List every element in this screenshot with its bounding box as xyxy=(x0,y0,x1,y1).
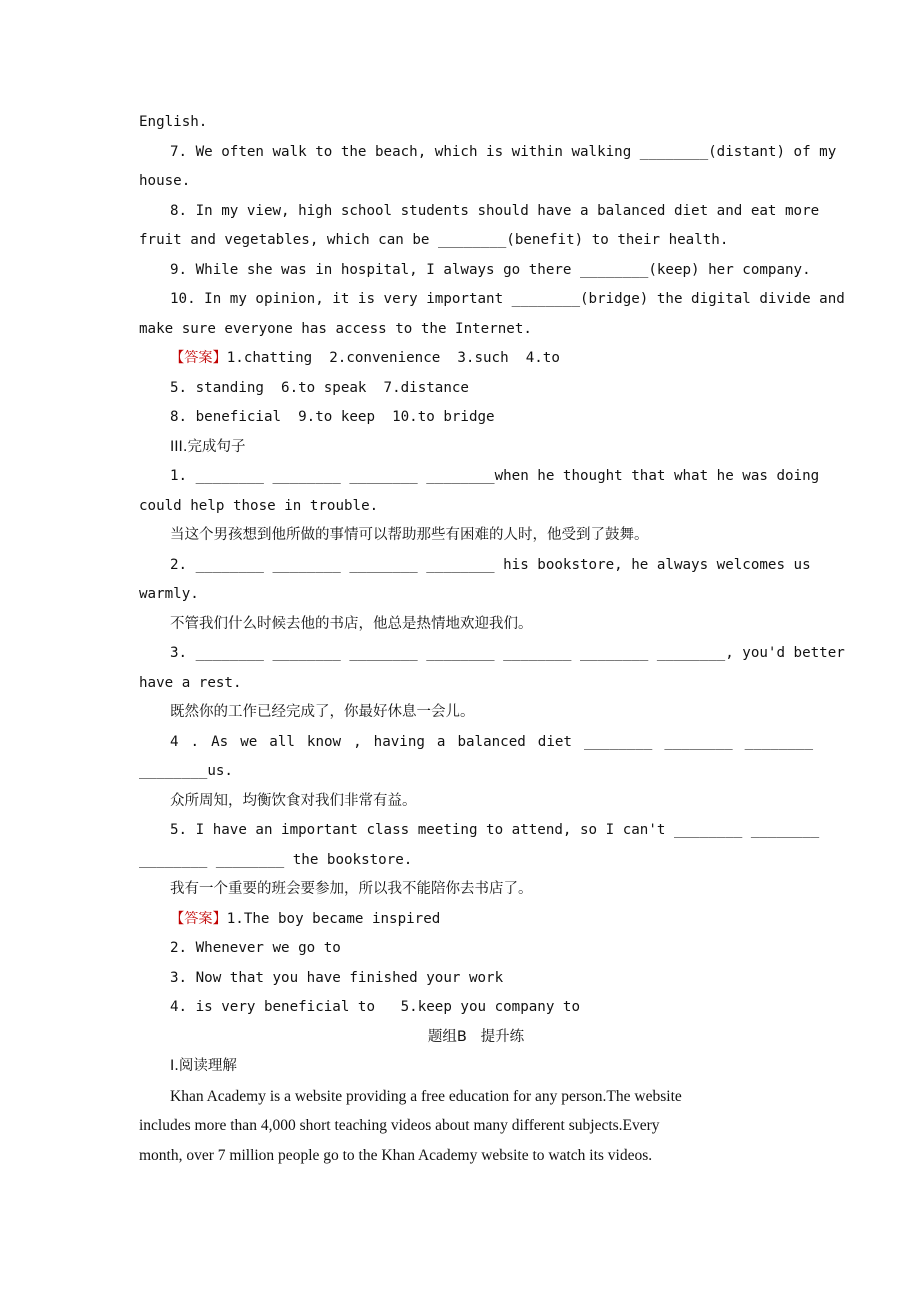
reading-paragraph: Khan Academy is a website providing a free education for any person.The website xyxy=(170,1087,682,1105)
text-line: have a rest. xyxy=(139,674,242,691)
reading-paragraph: month, over 7 million people go to the Khan Academy website to watch its videos. xyxy=(139,1146,653,1164)
section-heading: III.完成句子 xyxy=(170,438,246,455)
answer-tag: 【答案】 xyxy=(170,350,227,366)
chinese-translation: 我有一个重要的班会要参加，所以我不能陪你去书店了。 xyxy=(170,881,533,897)
chinese-translation: 众所周知，均衡饮食对我们非常有益。 xyxy=(170,792,417,809)
reading-paragraph: includes more than 4,000 short teaching videos about many different subjects.Every xyxy=(139,1117,660,1134)
text-line: house. xyxy=(139,173,191,189)
text-line: ________ ________ the bookstore. xyxy=(139,851,413,868)
answer-line: 5. standing 6.to speak 7.distance xyxy=(170,379,469,396)
answer-line xyxy=(139,344,813,374)
text-line: make sure everyone has access to the Internet. xyxy=(139,320,532,337)
question-9: 9. While she was in hospital, I always go there ________(keep) her company. xyxy=(170,261,811,278)
chinese-translation: 当这个男孩想到他所做的事情可以帮助那些有困难的人时，他受到了鼓舞。 xyxy=(170,527,649,543)
sentence-5: 5. I have an important class meeting to attend, so I can't ________ ________ xyxy=(170,822,820,838)
chinese-translation: 不管我们什么时候去他的书店，他总是热情地欢迎我们。 xyxy=(170,615,533,632)
answer-tag: 【答案】 xyxy=(170,910,227,927)
text-line: fruit and vegetables, which can be ________(benefit) to their health. xyxy=(139,232,729,248)
answer-text: 1.The boy became inspired xyxy=(226,910,441,927)
question-8: 8. In my view, high school students should have a balanced diet and eat more xyxy=(170,202,820,219)
text-line: English. xyxy=(139,114,208,130)
sentence-2: 2. ________ ________ ________ ________ his bookstore, he always welcomes us xyxy=(170,556,811,573)
answer-line: 4. is very beneficial to 5.keep you company to xyxy=(170,999,580,1015)
question-7: 7. We often walk to the beach, which is within walking ________(distant) of my xyxy=(170,143,837,160)
text-line: warmly. xyxy=(139,586,199,602)
section-heading: Ⅰ.阅读理解 xyxy=(170,1058,237,1074)
answer-line: 2. Whenever we go to xyxy=(170,940,341,956)
answer-line: 3. Now that you have finished your work xyxy=(170,969,504,986)
sentence-4: 4 . As we all know , having a balanced diet ________ ________ ________ xyxy=(170,733,813,750)
chinese-translation: 既然你的工作已经完成了，你最好休息一会儿。 xyxy=(170,704,475,720)
question-10: 10. In my opinion, it is very important ________(bridge) the digital divide and xyxy=(170,291,845,307)
group-title: 题组B 提升练 xyxy=(427,1028,525,1045)
answer-text: 1.chatting 2.convenience 3.such 4.to xyxy=(226,350,560,366)
answer-line xyxy=(139,905,813,935)
answer-line: 8. beneficial 9.to keep 10.to bridge xyxy=(170,409,495,425)
sentence-3: 3. ________ ________ ________ ________ ________ ________ ________, you'd better xyxy=(170,645,845,661)
document-page xyxy=(139,108,845,1170)
text-line: ________us. xyxy=(139,763,233,779)
sentence-1: 1. ________ ________ ________ ________when he thought that what he was doing xyxy=(170,468,820,484)
text-line: could help those in trouble. xyxy=(139,497,379,514)
